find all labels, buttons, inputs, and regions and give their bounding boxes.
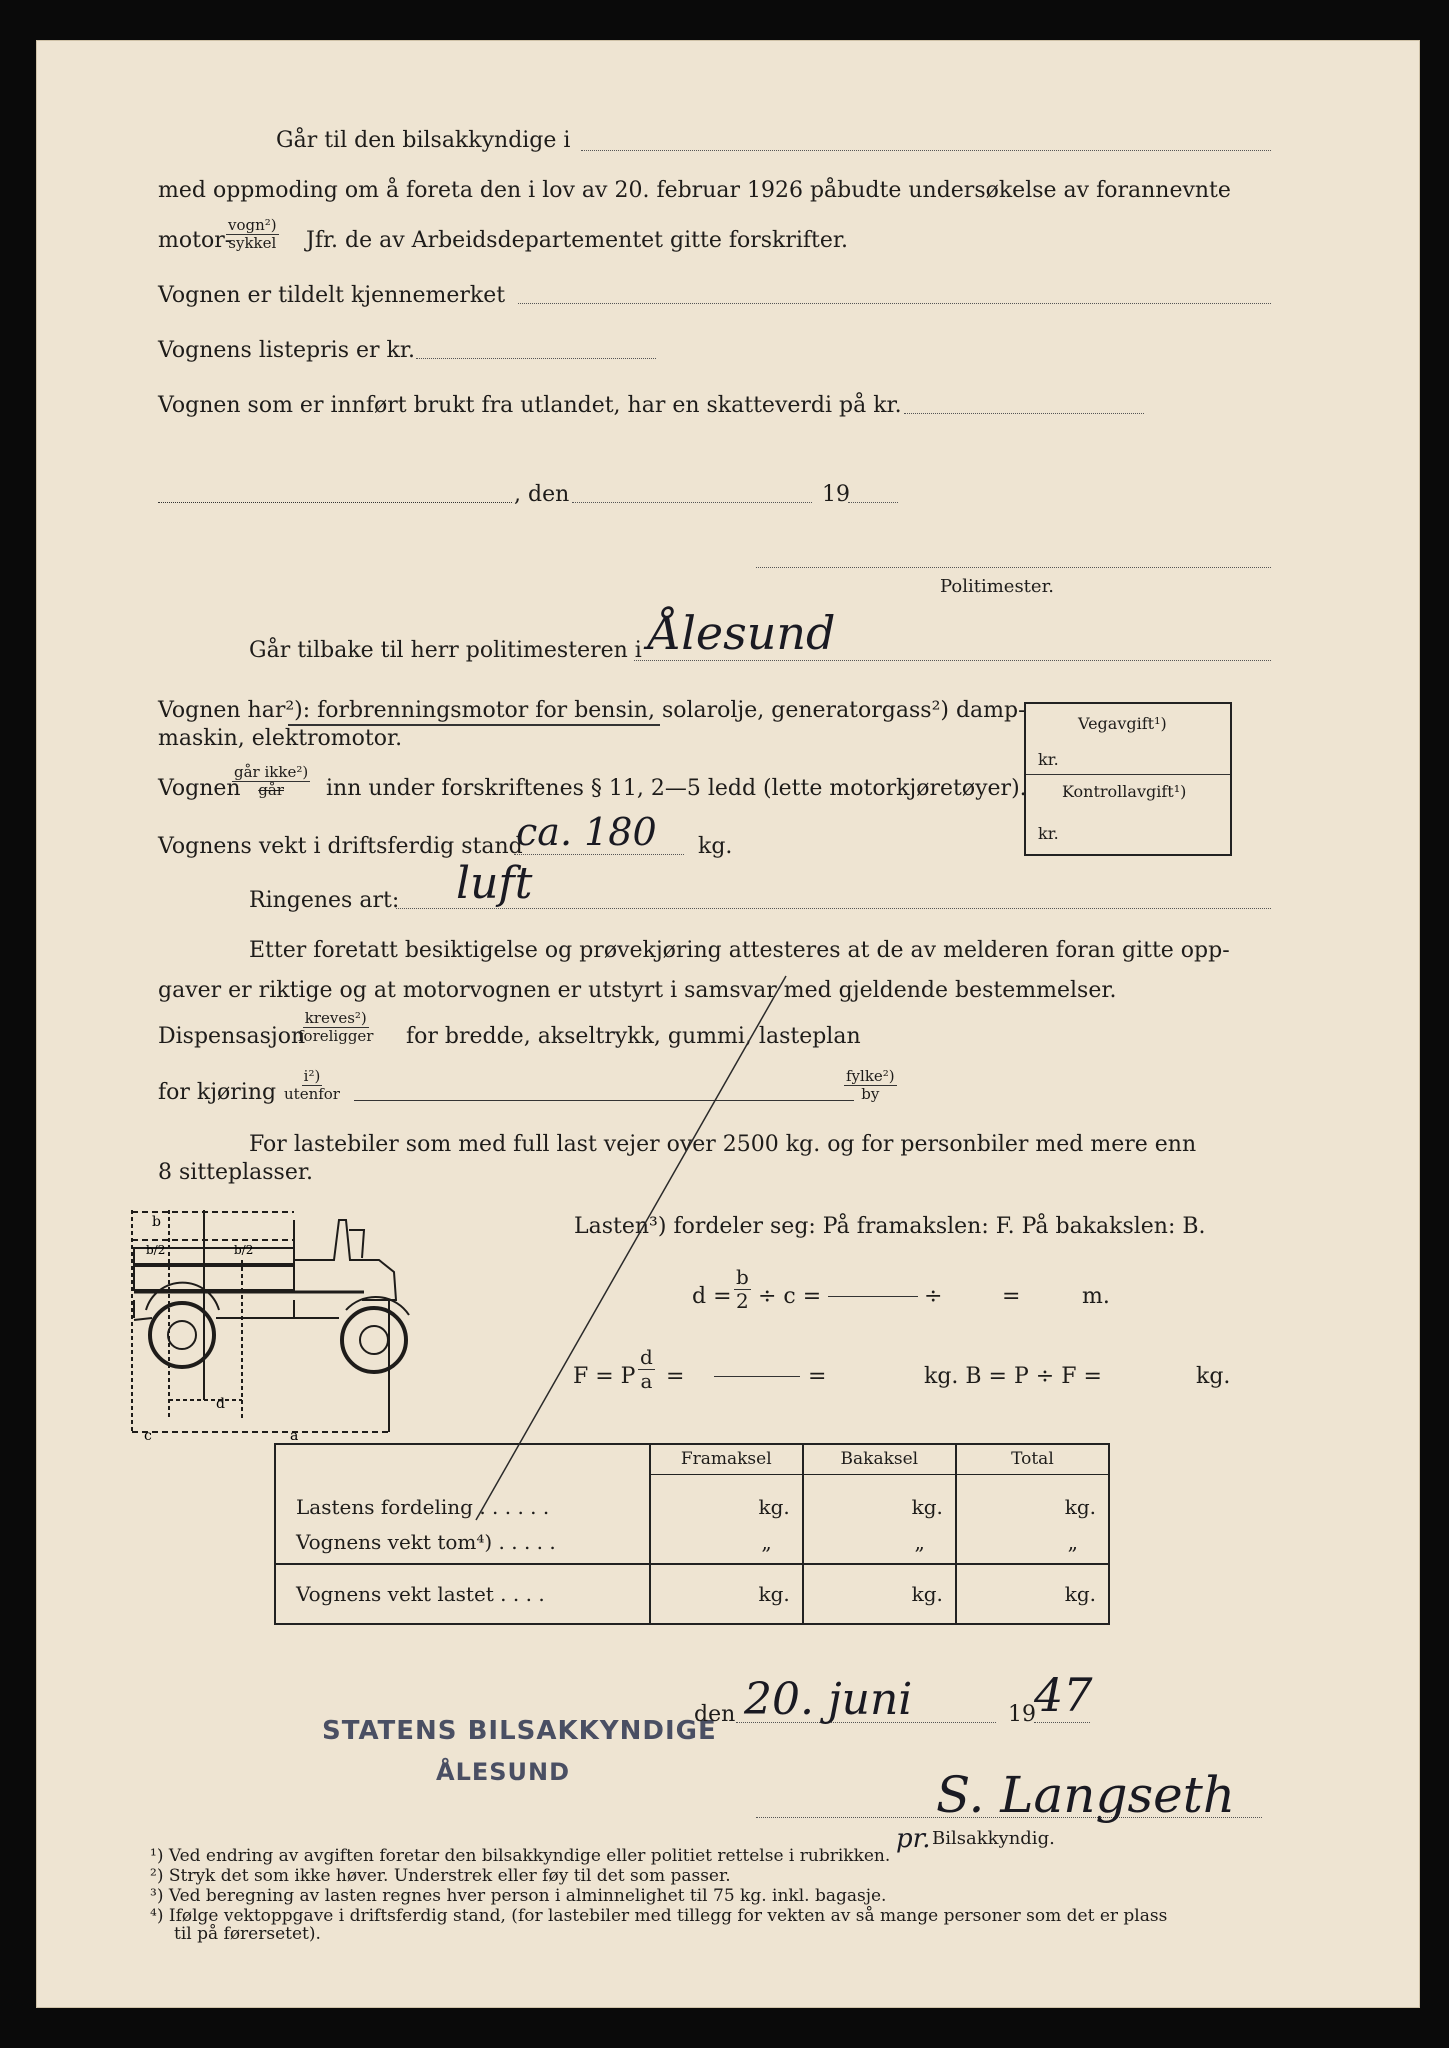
field-politimester-signature[interactable]	[756, 567, 1271, 568]
diagram-label-b2-right: b/2	[234, 1243, 254, 1257]
text-for-kjoring: for kjøring	[158, 1080, 277, 1105]
field-listepris[interactable]	[416, 358, 656, 359]
formula1-minus-c: ÷ c =	[758, 1284, 822, 1309]
cell-bakaksel[interactable]	[803, 1474, 956, 1520]
box-divider	[1026, 774, 1230, 775]
text-den-bottom: den	[694, 1702, 736, 1727]
field-vekt[interactable]	[514, 854, 684, 855]
cell-unit: kg.	[758, 1582, 790, 1606]
fraction-num: vogn²)	[228, 216, 277, 234]
fraction-den: a	[640, 1369, 653, 1393]
cell-unit: „	[761, 1529, 772, 1554]
handwritten-year: 47	[1034, 1668, 1093, 1722]
text-listepris: Vognens listepris er kr.	[158, 338, 415, 363]
text-motor: motor-	[158, 228, 233, 253]
table-header-bakaksel: Bakaksel	[803, 1444, 956, 1474]
fraction-den: sykkel	[228, 234, 277, 253]
formula2-fp: F = P	[573, 1364, 636, 1389]
text-disp-suffix: for bredde, akseltrykk, gummi, lasteplan	[406, 1024, 861, 1049]
truck-diagram	[124, 1200, 464, 1460]
row-label-lastens: Lastens fordeling . . . . . .	[275, 1474, 650, 1520]
text-kjennemerket: Vognen er tildelt kjennemerket	[158, 283, 506, 308]
row-label-tom: Vognens vekt tom⁴) . . . . .	[275, 1520, 650, 1564]
fraction-num: i²)	[303, 1067, 321, 1085]
footnote-4-cont: til på førersetet).	[174, 1924, 321, 1944]
field-skatteverdi[interactable]	[904, 413, 1144, 414]
fraction-num: d	[640, 1345, 653, 1369]
text-ringenes-art: Ringenes art:	[249, 888, 400, 913]
text-motor-type-2: maskin, elektromotor.	[158, 726, 403, 751]
formula2-kg: kg.	[1196, 1364, 1231, 1389]
field-bilsakkyndige[interactable]	[581, 150, 1271, 151]
handwritten-sted: Ålesund	[648, 606, 836, 660]
diagram-label-c: c	[144, 1428, 152, 1444]
text-skatteverdi: Vognen som er innført brukt fra utlandet, har en skatteverdi på kr.	[158, 393, 902, 418]
field-year[interactable]	[848, 502, 898, 503]
text-etter-1: Etter foretatt besiktigelse og prøvekjøring attesteres at de av melderen foran gitte opp-	[249, 938, 1230, 963]
text-lastebiler-2: 8 sitteplasser.	[158, 1160, 313, 1185]
handwritten-ring: luft	[456, 858, 533, 909]
formula1-field-1[interactable]	[828, 1296, 918, 1297]
text-gaar-til: Går til den bilsakkyndige i	[276, 128, 571, 153]
text-year-bottom: 19	[1008, 1702, 1036, 1727]
text-lastebiler-1: For lastebiler som med full last vejer over 2500 kg. og for personbiler med mere enn	[249, 1132, 1197, 1157]
text-gaar-tilbake: Går tilbake til herr politimesteren i	[249, 638, 642, 663]
table-header-total: Total	[956, 1444, 1109, 1474]
stamp-statens-bilsakkyndige: STATENS BILSAKKYNDIGE	[322, 1716, 717, 1746]
text-jfr: Jfr. de av Arbeidsdepartementet gitte forskrifter.	[306, 228, 849, 253]
formula2-kg-b: kg. B = P ÷ F =	[924, 1364, 1102, 1389]
formula2-eq-1: =	[666, 1364, 685, 1389]
field-dato[interactable]	[572, 502, 812, 503]
strike-line	[466, 970, 796, 1530]
form-page	[36, 40, 1420, 2008]
cell-unit: „	[914, 1529, 925, 1554]
formula2-eq-2: =	[808, 1364, 827, 1389]
text-vognen: Vognen	[158, 776, 241, 801]
handwritten-pr: pr.	[896, 1824, 931, 1854]
stamp-aalesund: ÅLESUND	[436, 1758, 571, 1786]
handwritten-vekt: ca. 180	[516, 810, 657, 854]
text-year-prefix: 19	[822, 482, 850, 507]
table-row	[275, 1564, 1109, 1624]
formula1-m: m.	[1082, 1284, 1110, 1309]
text-forskrift: inn under forskriftenes § 11, 2—5 ledd (lette motorkjøretøyer).	[326, 776, 1027, 801]
fraction-den: by	[861, 1085, 880, 1104]
cell-bakaksel[interactable]	[803, 1564, 956, 1624]
diagram-label-b2-left: b/2	[146, 1243, 166, 1257]
field-sted[interactable]	[158, 502, 512, 503]
text-lasten: Lasten³) fordeler seg: På framakslen: F. På bakakslen: B.	[574, 1214, 1206, 1239]
text-etter-2: gaver er riktige og at motorvognen er utstyrt i samsvar med gjeldende bestemmelser.	[158, 978, 1117, 1003]
cell-unit: „	[1067, 1529, 1078, 1554]
fraction-den: foreligger	[298, 1027, 374, 1046]
table-header-framaksel: Framaksel	[650, 1444, 803, 1474]
fraction-kreves	[298, 1010, 373, 1046]
cell-unit: kg.	[1064, 1495, 1096, 1519]
cell-total[interactable]	[956, 1564, 1109, 1624]
text-kontrollavgift: Kontrollavgift¹)	[1062, 782, 1187, 801]
text-kr-2: kr.	[1038, 824, 1059, 843]
handwritten-signature: S. Langseth	[936, 1766, 1236, 1824]
row-label-lastet: Vognens vekt lastet . . . .	[275, 1564, 650, 1624]
text-vegavgift: Vegavgift¹)	[1078, 714, 1167, 733]
avgift-box	[1024, 702, 1232, 856]
formula1-d: d =	[692, 1284, 732, 1309]
footnote-2: ²) Stryk det som ikke høver. Understrek eller føy til det som passer.	[150, 1866, 731, 1886]
formula1-div: ÷	[924, 1284, 943, 1309]
footnote-4: ⁴) Ifølge vektoppgave i driftsferdig stand, (for lastebiler med tillegg for vekten av så mange personer som det er plass	[150, 1906, 1168, 1926]
text-vekt: Vognens vekt i driftsferdig stand	[158, 834, 523, 859]
text-motor-type-1: Vognen har²): forbrenningsmotor for bensin, solarolje, generatorgass²) damp-	[158, 698, 1026, 723]
cell-bakaksel[interactable]	[803, 1520, 956, 1564]
field-kjennemerket[interactable]	[518, 303, 1271, 304]
cell-total[interactable]	[956, 1474, 1109, 1520]
formula1-eq: =	[1002, 1284, 1021, 1309]
text-bilsakkyndig: Bilsakkyndig.	[932, 1828, 1055, 1849]
text-politimester: Politimester.	[940, 576, 1054, 597]
fraction-den: går	[258, 781, 284, 800]
fraction-den: 2	[736, 1289, 749, 1313]
field-year-bottom[interactable]	[1034, 1722, 1090, 1723]
cell-unit: kg.	[911, 1495, 943, 1519]
fraction-den: utenfor	[284, 1085, 340, 1104]
footnote-1: ¹) Ved endring av avgiften foretar den bilsakkyndige eller politiet rettelse i rubrikken.	[150, 1846, 891, 1866]
cell-unit: kg.	[1064, 1582, 1096, 1606]
text-kg: kg.	[698, 834, 733, 859]
fraction-num: går ikke²)	[234, 763, 309, 781]
fraction-fylke-by	[844, 1068, 897, 1104]
handwritten-dato: 20. juni	[744, 1674, 913, 1725]
fraction-gaar	[232, 764, 310, 800]
footnote-3: ³) Ved beregning av lasten regnes hver person i alminnelighet til 75 kg. inkl. bagasje.	[150, 1886, 887, 1906]
text-den: , den	[514, 482, 570, 507]
fraction-num: fylke²)	[846, 1067, 895, 1085]
field-politimester-sted[interactable]	[634, 660, 1271, 661]
fraction-vogn-sykkel	[226, 217, 279, 253]
text-dispensasjon: Dispensasjon	[158, 1024, 306, 1049]
diagram-label-a: a	[290, 1428, 299, 1444]
text-kr-1: kr.	[1038, 750, 1059, 769]
diagram-label-d: d	[216, 1396, 225, 1412]
cell-unit: kg.	[911, 1582, 943, 1606]
fraction-i-utenfor	[284, 1068, 340, 1104]
diagram-label-b: b	[152, 1214, 161, 1230]
cell-total[interactable]	[956, 1520, 1109, 1564]
text-oppmoding: med oppmoding om å foreta den i lov av 20. februar 1926 påbudte undersøkelse av forannevnte	[158, 178, 1231, 203]
fraction-num: b	[736, 1265, 749, 1289]
fraction-num: kreves²)	[304, 1009, 367, 1027]
cell-framaksel[interactable]	[650, 1564, 803, 1624]
cell-unit: kg.	[758, 1495, 790, 1519]
